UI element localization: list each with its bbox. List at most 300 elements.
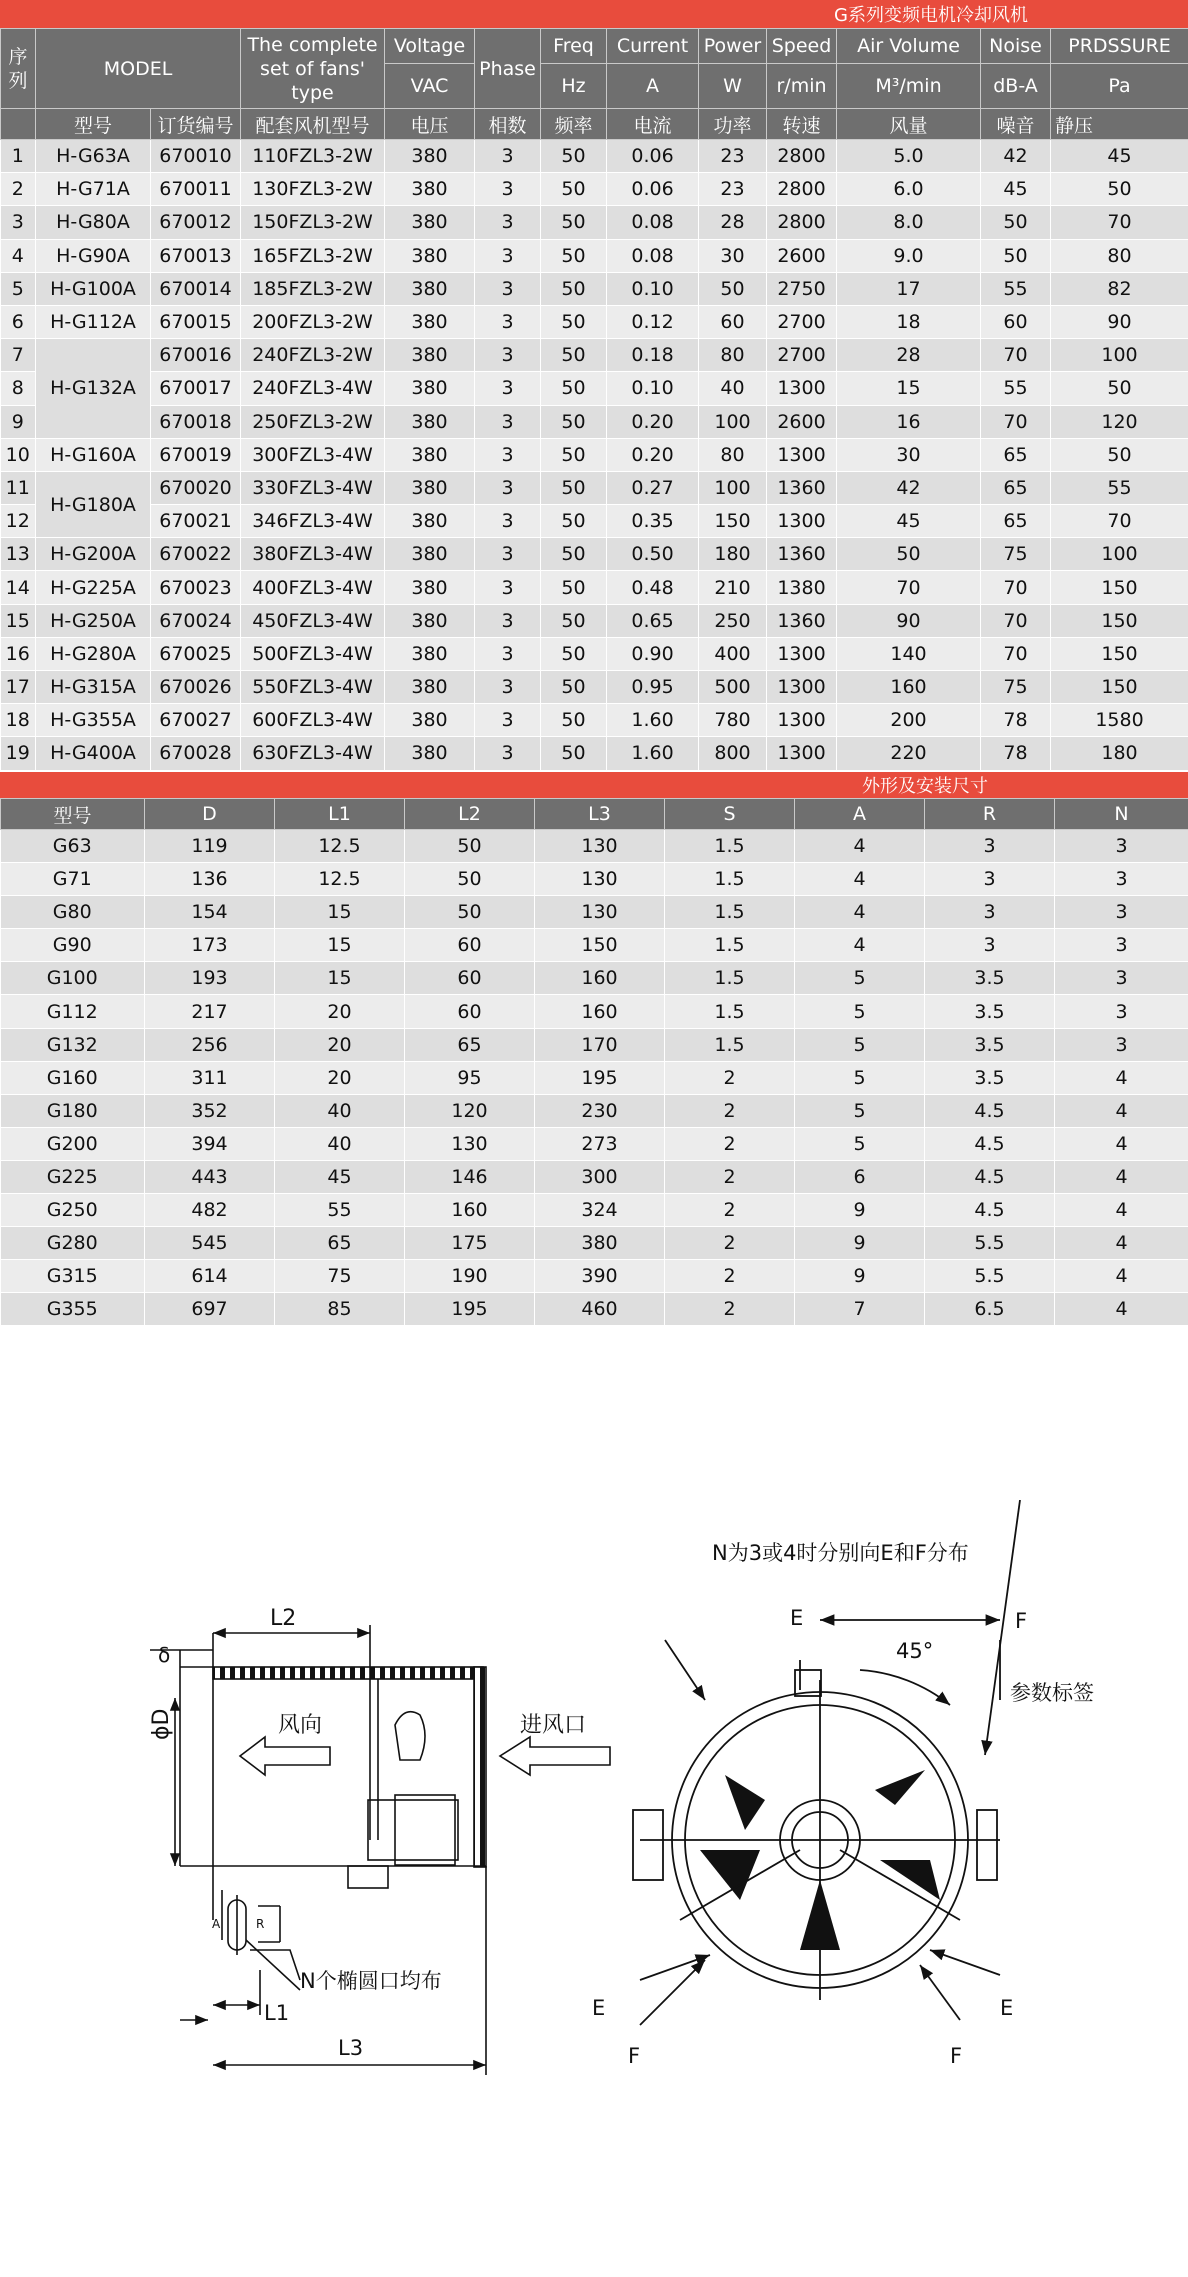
spec-cell: 165FZL3-2W [241,239,385,272]
spec-cell: 0.20 [607,438,699,471]
spec-cell: 16 [1,637,36,670]
dims-row [1,962,1188,995]
spec-cell: 50 [541,405,607,438]
dims-cell: 1.5 [665,929,795,962]
header-power: Power [699,29,767,64]
dims-cell: 4 [795,830,925,863]
spec-cell-model: H-G63A [36,140,151,173]
spec-cell: 670017 [151,372,241,405]
spec-row [1,206,1188,239]
spec-row [1,140,1188,173]
drawing-title-right: N为3或4时分别向E和F分布 [712,1541,969,1565]
spec-cell: 2700 [767,339,837,372]
header-zh-current: 电流 [607,109,699,140]
spec-cell: 3 [475,372,541,405]
spec-cell: 0.18 [607,339,699,372]
spec-cell: 630FZL3-4W [241,737,385,770]
spec-row [1,272,1188,305]
spec-cell: 82 [1051,272,1188,305]
dims-cell: 545 [145,1227,275,1260]
spec-cell: 0.65 [607,604,699,637]
dims-cell: 3 [1055,1028,1188,1061]
spec-cell: 1300 [767,372,837,405]
header-index: 序列 [1,29,36,109]
dims-cell: 20 [275,1028,405,1061]
spec-cell: 19 [1,737,36,770]
spec-cell: 3 [475,272,541,305]
spec-cell: 50 [541,604,607,637]
dims-cell: 12.5 [275,830,405,863]
dims-cell: G80 [1,896,145,929]
dims-cell: 5 [795,1028,925,1061]
dims-cell: 4 [1055,1094,1188,1127]
spec-cell: 0.90 [607,637,699,670]
spec-cell-model: H-G315A [36,671,151,704]
dims-cell: 9 [795,1227,925,1260]
dims-cell: 697 [145,1293,275,1326]
spec-cell: 28 [837,339,981,372]
spec-cell: 12 [1,505,36,538]
spec-cell: 250FZL3-2W [241,405,385,438]
dims-cell: 4.5 [925,1127,1055,1160]
spec-cell: 0.48 [607,571,699,604]
spec-cell: 500 [699,671,767,704]
header-zh-freq: 频率 [541,109,607,140]
spec-cell: 380 [385,538,475,571]
spec-cell: 180 [1051,737,1188,770]
spec-cell: 60 [981,305,1051,338]
spec-cell: 42 [837,471,981,504]
dims-cell: 3 [1055,896,1188,929]
spec-cell: 400 [699,637,767,670]
dims-cell: 3 [1055,863,1188,896]
spec-cell-model: H-G200A [36,538,151,571]
spec-cell: 1 [1,140,36,173]
dims-header-r: R [925,799,1055,830]
spec-cell: 3 [475,737,541,770]
spec-row [1,538,1188,571]
spec-cell: 2600 [767,405,837,438]
spec-cell: 150 [1051,604,1188,637]
label-wind-direction: 风向 [278,1713,323,1738]
dims-cell: 4 [1055,1293,1188,1326]
dims-banner [0,772,1188,798]
spec-cell: 13 [1,538,36,571]
dims-cell: 6.5 [925,1293,1055,1326]
spec-cell: 0.08 [607,239,699,272]
dims-header-s: S [665,799,795,830]
spec-cell: 3 [475,206,541,239]
dims-cell: 5 [795,1094,925,1127]
spec-cell: 380FZL3-4W [241,538,385,571]
dims-cell: 50 [405,830,535,863]
dims-cell: 2 [665,1227,795,1260]
dims-cell: G280 [1,1227,145,1260]
dims-cell: 2 [665,1260,795,1293]
spec-cell: 2 [1,173,36,206]
dims-cell: 75 [275,1260,405,1293]
spec-cell: 210 [699,571,767,604]
dimensions-table [0,798,1188,1326]
spec-cell: 150 [1051,571,1188,604]
spec-cell: 330FZL3-4W [241,471,385,504]
spec-cell: 1360 [767,471,837,504]
spec-cell: 1380 [767,571,837,604]
header-zh-voltage: 电压 [385,109,475,140]
dims-cell: 2 [665,1127,795,1160]
dims-cell: 95 [405,1061,535,1094]
dims-cell: 5.5 [925,1227,1055,1260]
spec-cell: 670024 [151,604,241,637]
spec-cell: 55 [981,272,1051,305]
installation-drawing [0,1500,1188,2130]
dims-cell: 3 [1055,962,1188,995]
label-a: A [212,1917,221,1931]
dims-cell: 136 [145,863,275,896]
dims-cell: G132 [1,1028,145,1061]
spec-row [1,571,1188,604]
spec-cell: 780 [699,704,767,737]
spec-cell: 380 [385,571,475,604]
spec-cell: 600FZL3-4W [241,704,385,737]
dims-cell: 195 [405,1293,535,1326]
spec-cell: 6.0 [837,173,981,206]
spec-cell: 500FZL3-4W [241,637,385,670]
dims-cell: 150 [535,929,665,962]
spec-cell: 380 [385,637,475,670]
dims-cell: 2 [665,1293,795,1326]
spec-cell: 670023 [151,571,241,604]
spec-cell-model: H-G225A [36,571,151,604]
dims-cell: 4 [1055,1194,1188,1227]
spec-cell: 50 [541,372,607,405]
unit-air-volume: M³/min [837,64,981,109]
header-fan-type: The complete set of fans' type [241,29,385,109]
spec-cell: 70 [837,571,981,604]
spec-cell: 670011 [151,173,241,206]
spec-cell: 2800 [767,140,837,173]
label-e-top: E [790,1606,804,1630]
dims-cell: 3.5 [925,1028,1055,1061]
dims-cell: 119 [145,830,275,863]
spec-cell: 1360 [767,604,837,637]
dims-cell: 9 [795,1260,925,1293]
spec-cell: 65 [981,471,1051,504]
spec-cell: 50 [541,305,607,338]
dims-cell: 50 [405,896,535,929]
header-zh-pressure: 静压 [1051,109,1188,140]
unit-power: W [699,64,767,109]
dims-cell: 1.5 [665,1028,795,1061]
spec-cell: 50 [541,206,607,239]
dims-cell: 160 [535,962,665,995]
spec-cell: 17 [1,671,36,704]
dims-cell: 175 [405,1227,535,1260]
label-e-right: E [1000,1996,1014,2020]
spec-cell: 240FZL3-4W [241,372,385,405]
dims-cell: 20 [275,995,405,1028]
dims-header-l1: L1 [275,799,405,830]
spec-cell: 670020 [151,471,241,504]
dims-row [1,1127,1188,1160]
dims-cell: 3 [925,896,1055,929]
dims-cell: 7 [795,1293,925,1326]
dims-cell: G63 [1,830,145,863]
dims-cell: 3.5 [925,1061,1055,1094]
spec-cell: 100 [1051,339,1188,372]
label-l2: L2 [270,1606,297,1631]
spec-cell: 9 [1,405,36,438]
dims-cell: 45 [275,1160,405,1193]
dims-cell: 120 [405,1094,535,1127]
spec-cell: 670021 [151,505,241,538]
dims-cell: 1.5 [665,962,795,995]
unit-pressure: Pa [1051,64,1188,109]
spec-cell: 6 [1,305,36,338]
spec-cell: 65 [981,505,1051,538]
spec-cell: 50 [541,339,607,372]
spec-cell: 3 [475,140,541,173]
dims-cell: 5 [795,1061,925,1094]
dims-cell: 1.5 [665,830,795,863]
spec-cell: 55 [1051,471,1188,504]
dims-cell: 5 [795,962,925,995]
dims-cell: 443 [145,1160,275,1193]
spec-cell: 2800 [767,206,837,239]
dims-cell: 390 [535,1260,665,1293]
spec-cell: 75 [981,671,1051,704]
spec-cell: 2600 [767,239,837,272]
drawing-svg [0,1500,1188,2130]
dims-cell: 160 [535,995,665,1028]
spec-cell: 70 [981,339,1051,372]
spec-cell: 130FZL3-2W [241,173,385,206]
header-noise: Noise [981,29,1051,64]
spec-row [1,471,1188,504]
spec-cell-model: H-G280A [36,637,151,670]
dims-row [1,929,1188,962]
dims-cell: 3 [1055,995,1188,1028]
spec-cell: 45 [1051,140,1188,173]
spec-cell: 0.06 [607,173,699,206]
spec-cell: 40 [699,372,767,405]
dims-cell: G315 [1,1260,145,1293]
dims-cell: 12.5 [275,863,405,896]
dims-cell: 3 [925,929,1055,962]
spec-cell: 78 [981,737,1051,770]
spec-cell: 9.0 [837,239,981,272]
spec-cell: 50 [541,438,607,471]
spec-cell: 90 [1051,305,1188,338]
header-zh-phase: 相数 [475,109,541,140]
dims-cell: 2 [665,1094,795,1127]
dims-cell: 20 [275,1061,405,1094]
dims-cell: G160 [1,1061,145,1094]
spec-cell: 16 [837,405,981,438]
dims-cell: 230 [535,1094,665,1127]
spec-cell: 100 [1051,538,1188,571]
spec-cell: 380 [385,372,475,405]
dims-cell: G200 [1,1127,145,1160]
header-voltage: Voltage [385,29,475,64]
spec-row [1,604,1188,637]
label-holes: N个椭圆口均布 [300,1969,442,1993]
spec-cell: 78 [981,704,1051,737]
dims-cell: 2 [665,1160,795,1193]
dims-cell: 217 [145,995,275,1028]
spec-cell-model: H-G132A [36,339,151,439]
spec-cell: 50 [699,272,767,305]
dims-cell: 460 [535,1293,665,1326]
spec-cell: 1300 [767,671,837,704]
spec-cell: 60 [699,305,767,338]
dims-cell: 2 [665,1194,795,1227]
label-l1: L1 [264,2001,290,2025]
spec-row [1,173,1188,206]
dims-cell: 4.5 [925,1194,1055,1227]
spec-cell: 160 [837,671,981,704]
spec-cell: 18 [1,704,36,737]
dims-cell: 3.5 [925,995,1055,1028]
dims-row [1,1260,1188,1293]
spec-cell: 3 [475,305,541,338]
spec-banner-title: G系列变频电机冷却风机 [834,5,1028,26]
spec-cell: 50 [541,140,607,173]
spec-cell: 10 [1,438,36,471]
spec-cell: 380 [385,140,475,173]
spec-cell-model: H-G250A [36,604,151,637]
dims-row [1,1160,1188,1193]
header-freq: Freq [541,29,607,64]
spec-cell: 3 [1,206,36,239]
spec-cell: 1300 [767,637,837,670]
spec-cell: 0.35 [607,505,699,538]
spec-cell: 50 [541,538,607,571]
spec-cell: 150 [1051,637,1188,670]
dims-cell: 4 [1055,1160,1188,1193]
spec-row [1,637,1188,670]
label-inlet: 进风口 [520,1713,587,1738]
dims-row [1,1227,1188,1260]
dims-cell: 4 [795,896,925,929]
spec-cell: 50 [981,239,1051,272]
spec-cell: 50 [837,538,981,571]
dims-row [1,863,1188,896]
dims-header-n: N [1055,799,1188,830]
header-speed: Speed [767,29,837,64]
spec-cell: 150FZL3-2W [241,206,385,239]
dims-cell: 130 [535,830,665,863]
spec-cell-model: H-G112A [36,305,151,338]
spec-cell: 380 [385,339,475,372]
unit-current: A [607,64,699,109]
spec-cell: 380 [385,671,475,704]
dims-header-model: 型号 [1,799,145,830]
dims-cell: 3.5 [925,962,1055,995]
spec-cell: 0.95 [607,671,699,704]
spec-cell: 0.10 [607,372,699,405]
label-phid: ϕD [149,1708,174,1740]
dims-cell: 4 [795,863,925,896]
dims-cell: G112 [1,995,145,1028]
dims-cell: 130 [405,1127,535,1160]
spec-cell-model: H-G71A [36,173,151,206]
spec-cell-model: H-G180A [36,471,151,537]
unit-freq: Hz [541,64,607,109]
spec-cell: 200FZL3-2W [241,305,385,338]
dims-cell: 55 [275,1194,405,1227]
dims-row [1,1293,1188,1326]
header-zh-fan-type: 配套风机型号 [241,109,385,140]
spec-cell: 70 [981,571,1051,604]
spec-cell: 380 [385,604,475,637]
spec-cell: 5 [1,272,36,305]
spec-cell: 200 [837,704,981,737]
spec-cell: 300FZL3-4W [241,438,385,471]
header-air-volume: Air Volume [837,29,981,64]
spec-cell: 2800 [767,173,837,206]
label-f-left: F [628,2044,641,2068]
dims-row [1,1061,1188,1094]
dims-cell: 146 [405,1160,535,1193]
spec-cell: 1300 [767,438,837,471]
dims-cell: 311 [145,1061,275,1094]
dims-cell: 5.5 [925,1260,1055,1293]
spec-cell: 0.12 [607,305,699,338]
spec-cell: 50 [541,704,607,737]
spec-cell: 0.06 [607,140,699,173]
spec-cell: 380 [385,305,475,338]
dims-cell: 394 [145,1127,275,1160]
spec-cell: 50 [541,671,607,704]
spec-cell: 15 [837,372,981,405]
spec-cell: 23 [699,173,767,206]
spec-banner [0,0,1188,28]
spec-cell: 15 [1,604,36,637]
spec-cell: 3 [475,438,541,471]
unit-noise: dB-A [981,64,1051,109]
dims-cell: 9 [795,1194,925,1227]
dims-cell: 300 [535,1160,665,1193]
spec-cell: 0.08 [607,206,699,239]
spec-cell: 670019 [151,438,241,471]
spec-cell: 50 [1051,438,1188,471]
spec-cell: 1360 [767,538,837,571]
spec-cell: 670027 [151,704,241,737]
spec-cell: 670015 [151,305,241,338]
spec-cell: 2750 [767,272,837,305]
spec-cell: 50 [541,737,607,770]
spec-cell: 75 [981,538,1051,571]
spec-cell: 380 [385,405,475,438]
label-r: R [256,1917,265,1931]
spec-cell: 3 [475,405,541,438]
spec-cell-model: H-G90A [36,239,151,272]
spec-cell: 2700 [767,305,837,338]
spec-cell: 670016 [151,339,241,372]
dims-row [1,896,1188,929]
dims-cell: G225 [1,1160,145,1193]
dims-cell: 1.5 [665,995,795,1028]
dims-cell: 256 [145,1028,275,1061]
spec-cell: 3 [475,704,541,737]
spec-cell: 0.27 [607,471,699,504]
dims-row [1,995,1188,1028]
dims-cell: 154 [145,896,275,929]
dims-banner-title: 外形及安装尺寸 [862,776,988,797]
spec-cell: 50 [541,505,607,538]
spec-cell: 65 [981,438,1051,471]
